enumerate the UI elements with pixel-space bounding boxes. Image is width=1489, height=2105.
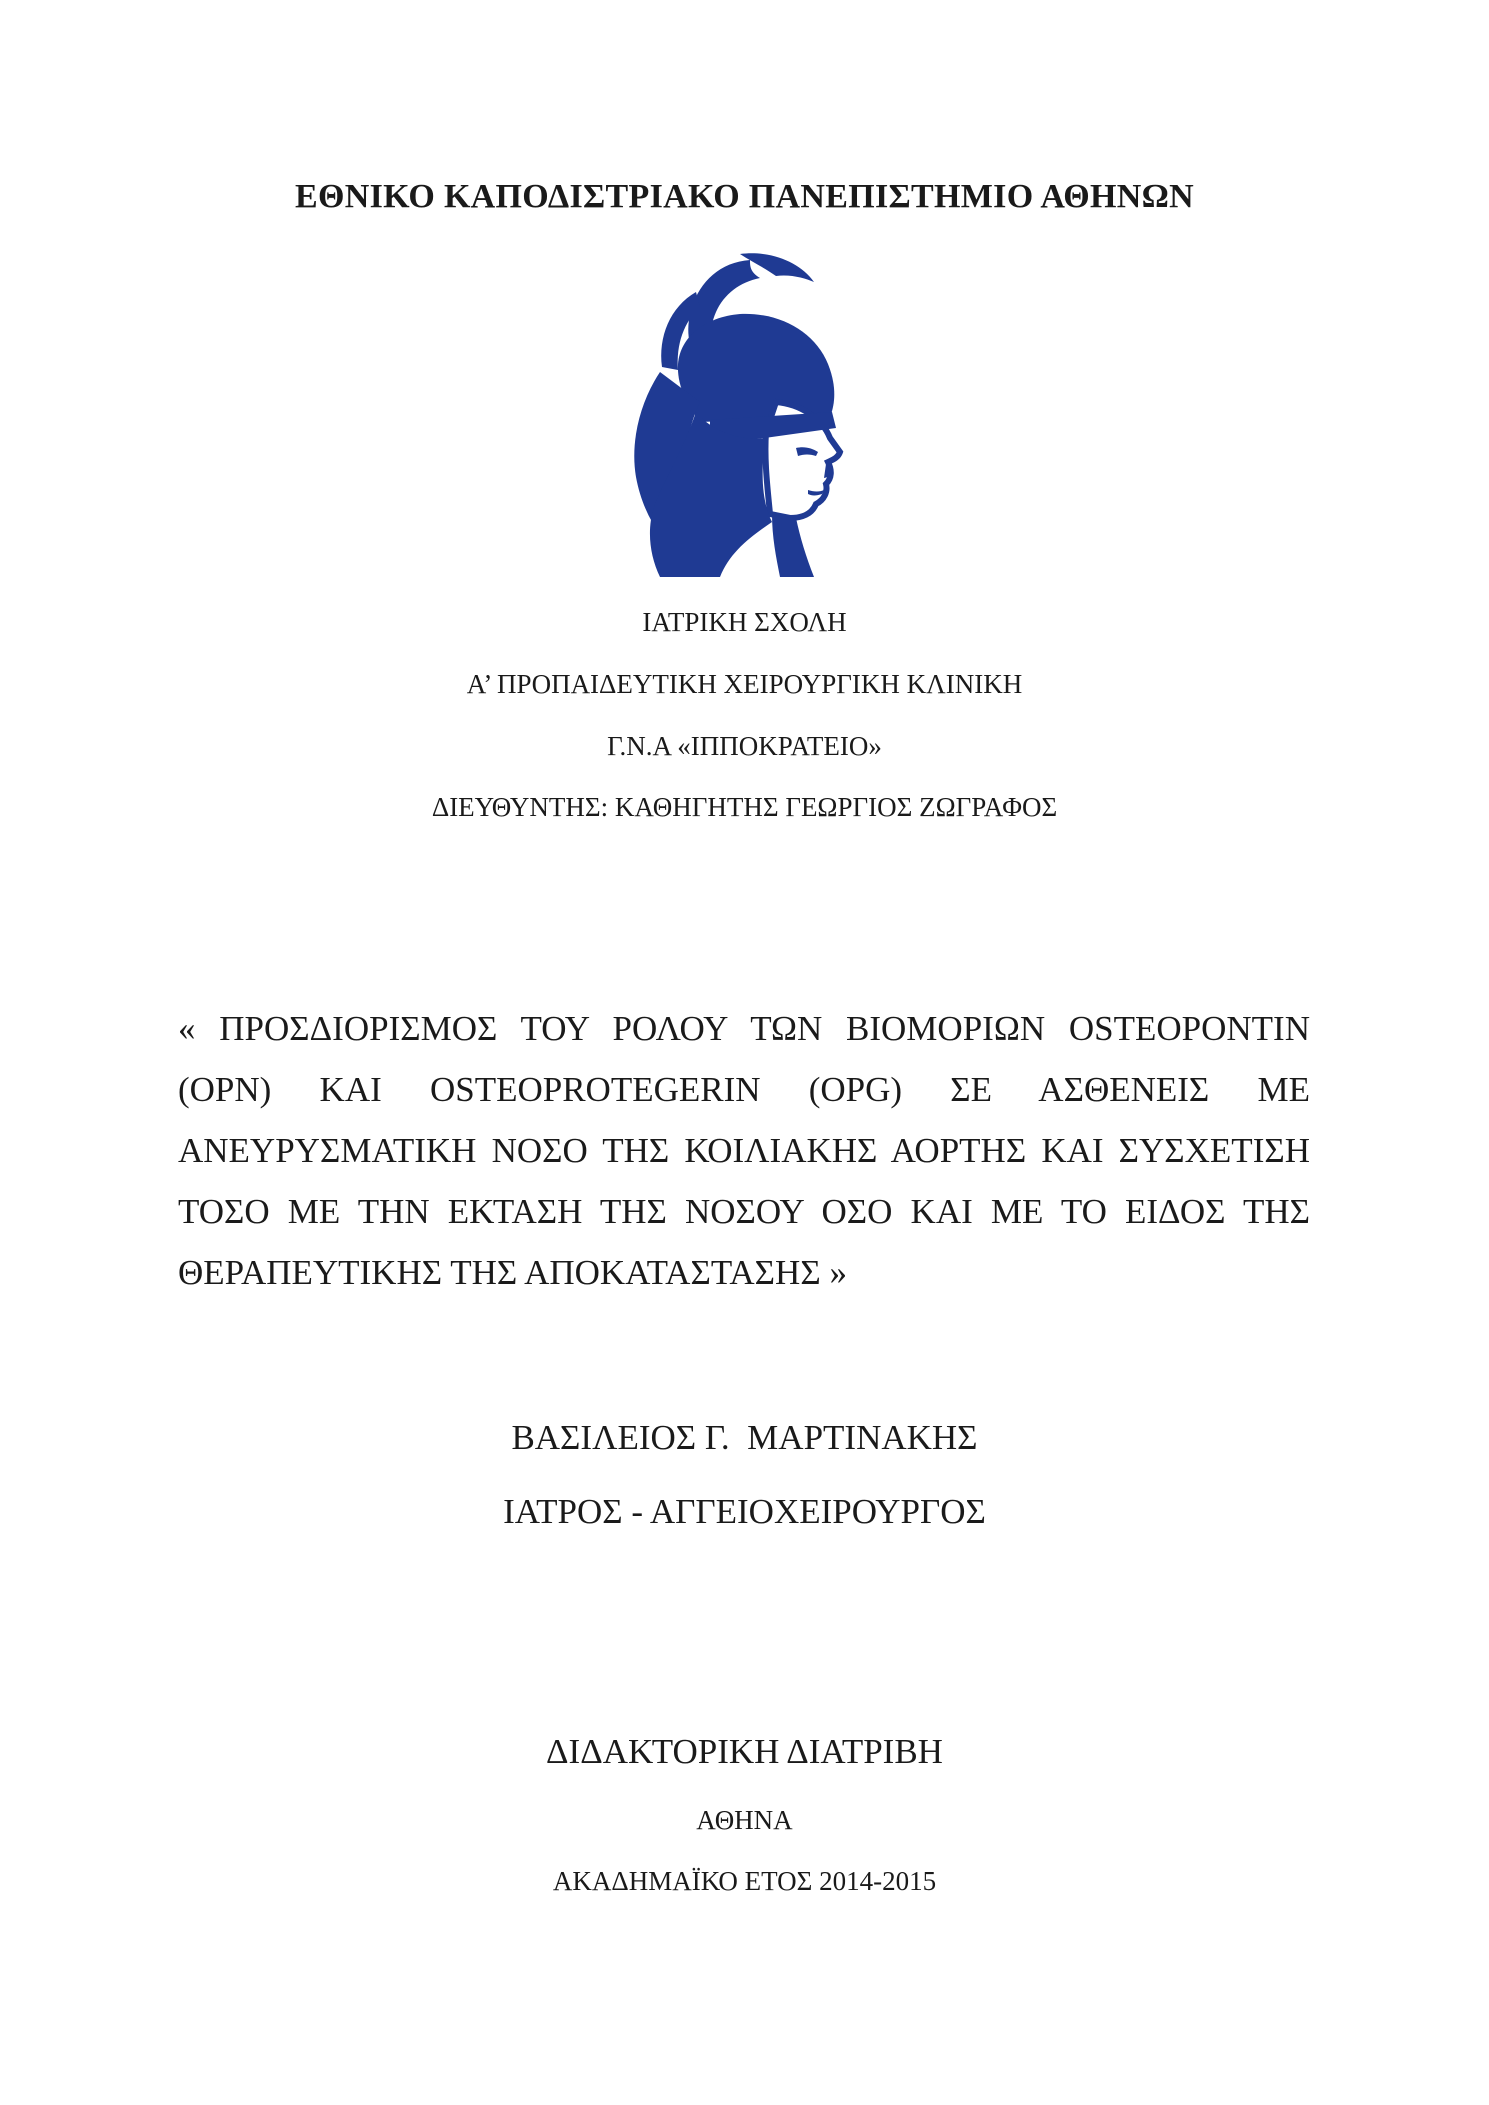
academic-year: ΑΚΑΔΗΜΑΪΚΟ ΕΤΟΣ 2014-2015: [552, 1866, 937, 1896]
document-type: ΔΙΔΑΚΤΟΡΙΚΗ ΔΙΑΤΡΙΒΗ: [546, 1732, 943, 1771]
clinic-name: Α’ ΠΡΟΠΑΙΔΕΥΤΙΚΗ ΧΕΙΡΟΥΡΓΙΚΗ ΚΛΙΝΙΚΗ: [466, 669, 1023, 699]
athena-head-logo-icon: [600, 252, 890, 582]
thesis-title-line: ΑΝΕΥΡΥΣΜΑΤΙΚΗ ΝΟΣΟ ΤΗΣ ΚΟΙΛΙΑΚΗΣ ΑΟΡΤΗΣ ΚΑΙ ΣΥΣΧΕΤΙΣΗ: [178, 1131, 1310, 1170]
author-role: ΙΑΤΡΟΣ - ΑΓΓΕΙΟΧΕΙΡΟΥΡΓΟΣ: [503, 1492, 986, 1531]
school-name: ΙΑΤΡΙΚΗ ΣΧΟΛΗ: [642, 607, 847, 637]
thesis-title: [178, 998, 1310, 1303]
author-name: ΒΑΣΙΛΕΙΟΣ Γ. ΜΑΡΤΙΝΑΚΗΣ: [511, 1418, 978, 1457]
director-name: ΔΙΕΥΘΥΝΤΗΣ: ΚΑΘΗΓΗΤΗΣ ΓΕΩΡΓΙΟΣ ΖΩΓΡΑΦΟΣ: [431, 792, 1058, 822]
city-name: ΑΘΗΝΑ: [696, 1805, 793, 1835]
university-name: ΕΘΝΙΚΟ ΚΑΠΟΔΙΣΤΡΙΑΚΟ ΠΑΝΕΠΙΣΤΗΜΙΟ ΑΘΗΝΩΝ: [295, 178, 1194, 215]
thesis-title-line: ΘΕΡΑΠΕΥΤΙΚΗΣ ΤΗΣ ΑΠΟΚΑΤΑΣΤΑΣΗΣ »: [178, 1253, 847, 1292]
hospital-name: Γ.Ν.Α «ΙΠΠΟΚΡΑΤΕΙΟ»: [607, 731, 882, 761]
thesis-title-line: « ΠΡΟΣΔΙΟΡΙΣΜΟΣ ΤΟΥ ΡΟΛΟΥ ΤΩΝ ΒΙΟΜΟΡΙΩΝ OSTEOPONTIN: [178, 1009, 1310, 1048]
thesis-title-line: (OPN) ΚΑΙ OSTEOPROTEGERIN (OPG) ΣΕ ΑΣΘΕΝΕΙΣ ΜΕ: [178, 1070, 1310, 1109]
thesis-title-line: ΤΟΣΟ ΜΕ ΤΗΝ ΕΚΤΑΣΗ ΤΗΣ ΝΟΣΟΥ ΟΣΟ ΚΑΙ ΜΕ ΤΟ ΕΙΔΟΣ ΤΗΣ: [178, 1192, 1310, 1231]
